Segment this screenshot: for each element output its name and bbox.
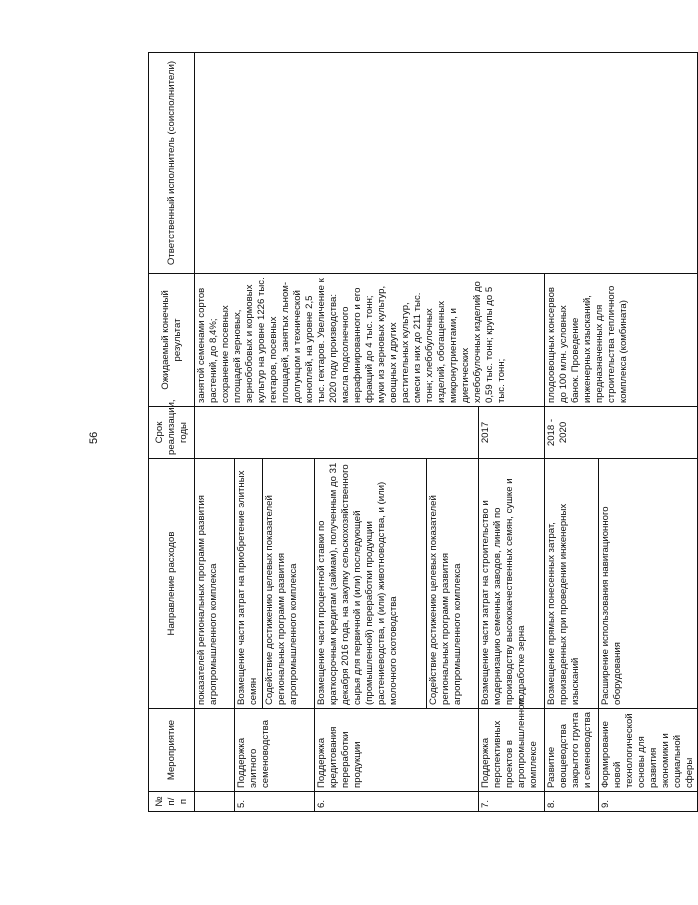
row8-result: плодоовощных консервов до 100 млн. условных банок. Проведение инженерных изысканий, предназначенных для строительства тепличного комплекса (комбината) bbox=[545, 274, 698, 407]
table-header-row bbox=[149, 53, 195, 812]
term-cell bbox=[195, 407, 479, 459]
row7-term: 2017 bbox=[479, 407, 545, 459]
row8-term: 2018 - 2020 bbox=[545, 407, 698, 459]
row6-direction-2: Содействие достижению целевых показателей региональных программ развития агропромышленного комплекса bbox=[427, 459, 479, 709]
row5-num: 5. bbox=[235, 792, 315, 812]
row8-event: Развитие овощеводства закрытого грунта и семеноводства bbox=[545, 709, 599, 792]
row8-num: 8. bbox=[545, 792, 599, 812]
row7-event: Поддержка перспективных проектов в агропромышленном комплексе bbox=[479, 709, 545, 792]
responsible-cell bbox=[195, 53, 698, 274]
row9-direction-1: Расширение использования навигационного оборудования bbox=[599, 459, 698, 709]
row6-direction-1: Возмещение части процентной ставки по краткосрочным кредитам (займам), полученным до 31 декабря 2016 года, на закупку сельскохозяйственного сырья для первичной и (или) последующей (промышленной) переработки продукции растениеводства, и (или) животноводства, и (или) молочного скотоводства bbox=[315, 459, 427, 709]
cont-event bbox=[195, 709, 235, 792]
row5-direction-1: Возмещение части затрат на приобретение элитных семян bbox=[235, 459, 263, 709]
row9-event: Формирование новой технологической основы для развития экономики и социальной сферы bbox=[599, 709, 698, 792]
row9-num: 9. bbox=[599, 792, 698, 812]
page-number: 56 bbox=[88, 431, 100, 444]
header-term: Срок реализации, годы bbox=[149, 407, 195, 459]
row7-direction-1: Возмещение части затрат на строительство и модернизацию семенных заводов, линий по производству высококачественных семян, сушке и подработке зерна bbox=[479, 459, 545, 709]
header-event: Мероприятие bbox=[149, 709, 195, 792]
header-result: Ожидаемый конечный результат bbox=[149, 274, 195, 407]
header-direction: Направление расходов bbox=[149, 459, 195, 709]
header-num: № п/п bbox=[149, 792, 195, 812]
cont-num bbox=[195, 792, 235, 812]
measures-table bbox=[148, 52, 698, 812]
row5-direction-2: Содействие достижению целевых показателей региональных программ развития агропромышленного комплекса bbox=[263, 459, 315, 709]
rotated-page bbox=[148, 52, 695, 812]
row5-event: Поддержка элитного семеноводства bbox=[235, 709, 315, 792]
table-row bbox=[195, 53, 235, 812]
row7-num: 7. bbox=[479, 792, 545, 812]
cont-direction: показателей региональных программ развития агропромышленного комплекса bbox=[195, 459, 235, 709]
row6-event: Поддержка кредитования переработки продукции bbox=[315, 709, 479, 792]
row8-direction-1: Возмещение прямых понесенных затрат, произведенных при проведении инженерных изысканий bbox=[545, 459, 599, 709]
result-cell: занятой семенами сортов растений, до 8,4%; сохранение посевных площадей зерновых, зернобобовых и кормовых культур на уровне 1226 тыс. гектаров, посевных площадей, занятых льном-долгунцом и технической коноплей, на уровне 2,5 тыс. гектаров. Увеличение к 2020 году производства: масла подсолнечного нерафинированного и его фракций до 4 тыс. тонн; муки из зерновых культур, овощных и других растительных культур, смеси из них до 211 тыс. тонн; хлебобулочных изделий, обогащенных микронутриентами, и диетических хлебобулочных изделий до 0,59 тыс. тонн; крупы до 5 тыс. тонн; bbox=[195, 274, 545, 407]
header-responsible: Ответственный исполнитель (соисполнители) bbox=[149, 53, 195, 274]
row6-num: 6. bbox=[315, 792, 479, 812]
